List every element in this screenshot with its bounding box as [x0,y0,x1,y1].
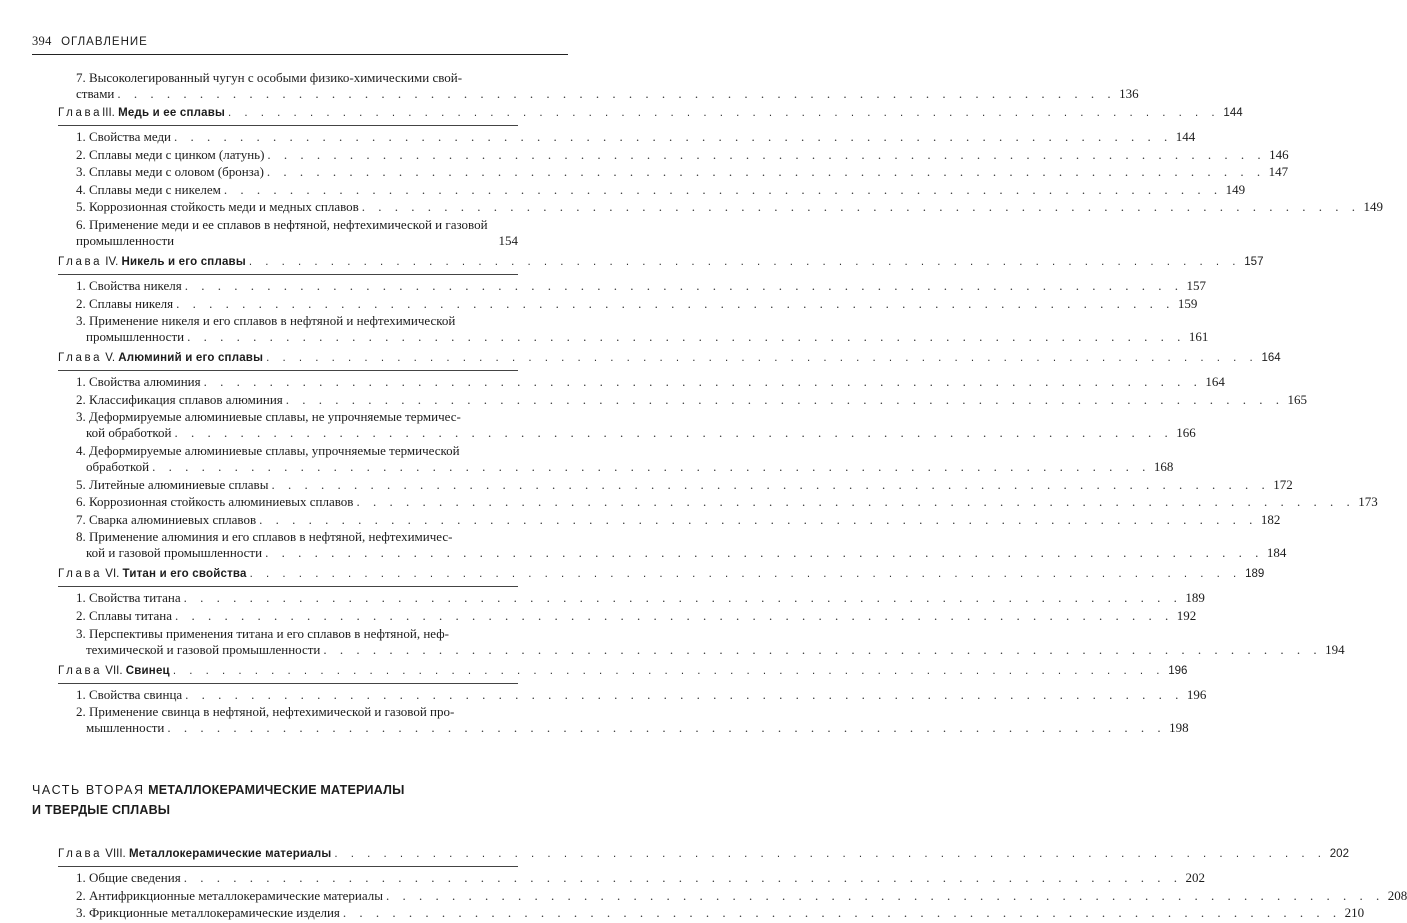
toc-item: 5. Коррозионная стойкость меди и медных сплавов . . . . . . . . . . . . . . . . . . . . . . . . . . . . . . . . . . . . . . . . . . . . . . . . . . . . . . . . . . . . . 149 [76,199,1384,215]
toc-item: техимической и газовой промышленности . . . . . . . . . . . . . . . . . . . . . . . . . . . . . . . . . . . . . . . . . . . . . . . . . . . . . . . . . . . . . 194 [86,641,1345,657]
toc-item: 6. Коррозионная стойкость алюминиевых сплавов . . . . . . . . . . . . . . . . . . . . . . . . . . . . . . . . . . . . . . . . . . . . . . . . . . . . . . . . . . . . . 173 [76,494,1378,510]
chapter-heading: Глава V. Алюминий и его сплавы . . . . . . . . . . . . . . . . . . . . . . . . . . . . . . . . . . . . . . . . . . . . . . . . . . . . . . . . . . . . . 164 [58,350,518,371]
toc-item: 2. Сплавы никеля . . . . . . . . . . . . . . . . . . . . . . . . . . . . . . . . . . . . . . . . . . . . . . . . . . . . . . . . . . . . . 159 [76,295,1198,311]
toc-item: 2. Антифрикционные металлокерамические материалы . . . . . . . . . . . . . . . . . . . . . . . . . . . . . . . . . . . . . . . . . . . . . . . . . . . . . . . . . . . . . 208 [76,887,1407,903]
page-ref: 144 [1223,107,1243,119]
toc-item: обработкой . . . . . . . . . . . . . . . . . . . . . . . . . . . . . . . . . . . . . . . . . . . . . . . . . . . . . . . . . . . . . 168 [86,458,1174,474]
toc-item: 1. Свойства меди . . . . . . . . . . . . . . . . . . . . . . . . . . . . . . . . . . . . . . . . . . . . . . . . . . . . . . . . . . . . . 144 [76,129,1196,144]
toc-item: 7. Сварка алюминиевых сплавов . . . . . . . . . . . . . . . . . . . . . . . . . . . . . . . . . . . . . . . . . . . . . . . . . . . . . . . . . . . . . 182 [76,511,1281,527]
toc-item: 6. Применение меди и ее сплавов в нефтяной, нефтехимической и газовой промышленности 154 [76,216,518,248]
toc-item: 1. Свойства титана . . . . . . . . . . . . . . . . . . . . . . . . . . . . . . . . . . . . . . . . . . . . . . . . . . . . . . . . . . . . . 189 [76,590,1205,606]
toc-item: ствами . . . . . . . . . . . . . . . . . . . . . . . . . . . . . . . . . . . . . . . . . . . . . . . . . . . . . . . . . . . . . 136 [76,86,1139,101]
part-heading: ЧАСТЬ ВТОРАЯ МЕТАЛЛОКЕРАМИЧЕСКИЕ МАТЕРИАЛЫ И ТВЕРДЫЕ СПЛАВЫ [32,783,405,818]
toc-item-line: 2. Применение свинца в нефтяной, нефтехимической и газовой про- [76,704,455,720]
toc-item: 3. Фрикционные металлокерамические изделия . . . . . . . . . . . . . . . . . . . . . . . . . . . . . . . . . . . . . . . . . . . . . . . . . . . . . . . . . . . . . 210 [76,905,1365,921]
table-of-contents [32,70,1407,923]
toc-item: кой обработкой . . . . . . . . . . . . . . . . . . . . . . . . . . . . . . . . . . . . . . . . . . . . . . . . . . . . . . . . . . . . . 166 [86,425,1196,441]
chapter-heading: Глава VI. Титан и его свойства . . . . . . . . . . . . . . . . . . . . . . . . . . . . . . . . . . . . . . . . . . . . . . . . . . . . . . . . . . . . . 189 [58,566,518,587]
toc-item: 5. Литейные алюминиевые сплавы . . . . . . . . . . . . . . . . . . . . . . . . . . . . . . . . . . . . . . . . . . . . . . . . . . . . . . . . . . . . . 172 [76,476,1293,492]
toc-item: 2. Классификация сплавов алюминия . . . . . . . . . . . . . . . . . . . . . . . . . . . . . . . . . . . . . . . . . . . . . . . . . . . . . . . . . . . . . 165 [76,391,1307,407]
toc-item: 1. Свойства никеля . . . . . . . . . . . . . . . . . . . . . . . . . . . . . . . . . . . . . . . . . . . . . . . . . . . . . . . . . . . . . 157 [76,277,1207,293]
toc-item: кой и газовой промышленности . . . . . . . . . . . . . . . . . . . . . . . . . . . . . . . . . . . . . . . . . . . . . . . . . . . . . . . . . . . . . 184 [86,545,1287,561]
leader-dots: . . . . . . . . . . . . . . . . . . . . . . . . . . . . . . . . . . . . . . . . . . . . . . . . . . . . . . . . . . . . . [228,107,1220,119]
leader-dots: . . . . . . . . . . . . . . . . . . . . . . . . . . . . . . . . . . . . . . . . . . . . . . . . . . . . . . . . . . . . . [117,86,1116,101]
toc-item: 1. Свойства алюминия . . . . . . . . . . . . . . . . . . . . . . . . . . . . . . . . . . . . . . . . . . . . . . . . . . . . . . . . . . . . . 164 [76,374,1225,390]
toc-item-line: 8. Применение алюминия и его сплавов в нефтяной, нефтехимичес- [76,529,453,545]
toc-item: промышленности . . . . . . . . . . . . . . . . . . . . . . . . . . . . . . . . . . . . . . . . . . . . . . . . . . . . . . . . . . . . . 161 [86,329,1209,345]
toc-item-line: 4. Деформируемые алюминиевые сплавы, упрочняемые термической [76,442,460,458]
page-header [32,34,568,55]
toc-item: 2. Сплавы меди с цинком (латунь) . . . . . . . . . . . . . . . . . . . . . . . . . . . . . . . . . . . . . . . . . . . . . . . . . . . . . . . . . . . . . 146 [76,146,1289,162]
toc-item-line: 3. Применение никеля и его сплавов в нефтяной и нефтехимической [76,313,456,329]
toc-item: 1. Общие сведения . . . . . . . . . . . . . . . . . . . . . . . . . . . . . . . . . . . . . . . . . . . . . . . . . . . . . . . . . . . . . 202 [76,870,1205,886]
toc-item: 4. Сплавы меди с никелем . . . . . . . . . . . . . . . . . . . . . . . . . . . . . . . . . . . . . . . . . . . . . . . . . . . . . . . . . . . . . 149 [76,181,1246,197]
toc-item: 2. Сплавы титана . . . . . . . . . . . . . . . . . . . . . . . . . . . . . . . . . . . . . . . . . . . . . . . . . . . . . . . . . . . . . 192 [76,607,1197,623]
toc-item-line: 3. Деформируемые алюминиевые сплавы, не упрочняемые термичес- [76,409,461,425]
toc-item-line: 7. Высоколегированный чугун с особыми физико-химическими свой- [76,70,463,85]
chapter-heading: Глава IV. Никель и его сплавы . . . . . . . . . . . . . . . . . . . . . . . . . . . . . . . . . . . . . . . . . . . . . . . . . . . . . . . . . . . . . 157 [58,254,518,275]
running-title: ОГЛАВЛЕНИЕ [61,36,148,48]
page-number: 394 [32,34,52,48]
chapter-heading: ГлаваIII. Медь и ее сплавы . . . . . . . . . . . . . . . . . . . . . . . . . . . . . . . . . . . . . . . . . . . . . . . . . . . . . . . . . . . . . 144 [58,105,518,126]
toc-item: мышленности . . . . . . . . . . . . . . . . . . . . . . . . . . . . . . . . . . . . . . . . . . . . . . . . . . . . . . . . . . . . . 198 [86,720,1189,736]
page-ref: 136 [1119,86,1139,101]
toc-item: 3. Сплавы меди с оловом (бронза) . . . . . . . . . . . . . . . . . . . . . . . . . . . . . . . . . . . . . . . . . . . . . . . . . . . . . . . . . . . . . 147 [76,164,1289,180]
toc-item-line: 3. Перспективы применения титана и его сплавов в нефтяной, неф- [76,625,449,641]
chapter-heading: Глава VIII. Металлокерамические материалы . . . . . . . . . . . . . . . . . . . . . . . . . . . . . . . . . . . . . . . . . . . . . . . . . . . . . . . . . . . . . 202 [58,846,518,867]
chapter-heading: Глава VII. Свинец . . . . . . . . . . . . . . . . . . . . . . . . . . . . . . . . . . . . . . . . . . . . . . . . . . . . . . . . . . . . . 196 [58,663,518,684]
toc-item: 1. Свойства свинца . . . . . . . . . . . . . . . . . . . . . . . . . . . . . . . . . . . . . . . . . . . . . . . . . . . . . . . . . . . . . 196 [76,686,1207,702]
